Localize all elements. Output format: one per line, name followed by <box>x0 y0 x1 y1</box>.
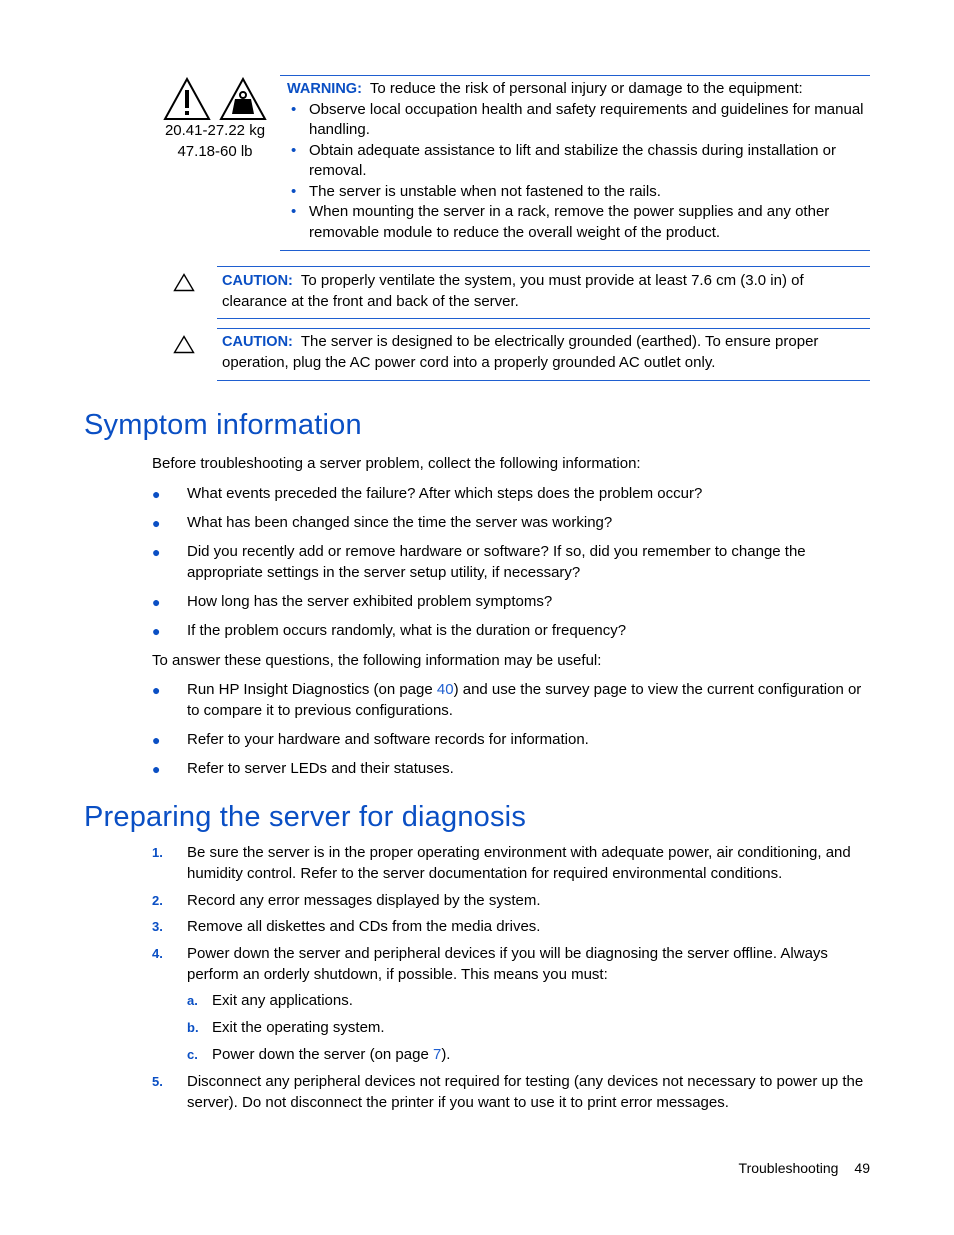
substep-text: Power down the server (on page 7). <box>212 1046 451 1063</box>
question-text: If the problem occurs randomly, what is the duration or frequency? <box>187 622 627 639</box>
step-text: Remove all diskettes and CDs from the media drives. <box>187 918 541 935</box>
warning-item: • Obtain adequate assistance to lift and stabilize the chassis during installation or removal. <box>287 141 870 182</box>
caution2-bottom-rule <box>217 380 870 381</box>
symptom-intro: Before troubleshooting a server problem, collect the following information: <box>152 455 641 472</box>
substep-letter: c. <box>187 1047 198 1062</box>
symptom-heading: Symptom information <box>84 409 362 441</box>
question-text: What events preceded the failure? After which steps does the problem occur? <box>187 485 703 502</box>
footer-section: Troubleshooting <box>738 1160 839 1176</box>
substep-text: Exit the operating system. <box>212 1019 385 1036</box>
substep-letter: b. <box>187 1020 199 1035</box>
substep-text: Exit any applications. <box>212 992 353 1009</box>
warning-item: • When mounting the server in a rack, remove the power supplies and any other removable module to reduce the overall weight of the product. <box>287 202 870 243</box>
page-number: 49 <box>854 1160 870 1176</box>
question-text: How long has the server exhibited problem symptoms? <box>187 593 553 610</box>
step-number: 4. <box>152 946 163 961</box>
bullet-icon: ● <box>152 515 161 531</box>
page-link[interactable]: 40 <box>436 681 454 698</box>
page-link[interactable]: 7 <box>432 1046 442 1063</box>
caution1-top-rule <box>217 266 870 267</box>
step-text: Disconnect any peripheral devices not required for testing (any devices not necessary to power up the server). Do not disconnect the printer if you want to use it to print error messages. <box>187 1073 864 1111</box>
caution1-content <box>222 271 867 312</box>
caution2-text: The server is designed to be electrically grounded (earthed). To ensure proper operation, plug the AC power cord into a properly grounded AC outlet only. <box>222 333 819 371</box>
heavy-weight-icon <box>219 77 267 121</box>
step-text: Power down the server and peripheral devices if you will be diagnosing the server offline. Always perform an orderly shutdown, if possible. This means you must: <box>187 945 828 983</box>
weight-kg: 20.41-27.22 kg <box>164 122 266 139</box>
caution-icon <box>173 335 195 354</box>
step-text: Record any error messages displayed by the system. <box>187 892 541 909</box>
preparing-heading: Preparing the server for diagnosis <box>84 801 527 833</box>
page-footer <box>739 1159 870 1177</box>
caution-icon <box>173 273 195 292</box>
caution2-top-rule <box>217 328 870 329</box>
substep-letter: a. <box>187 993 198 1008</box>
warning-icons <box>163 77 273 121</box>
step-number: 1. <box>152 845 163 860</box>
warning-bottom-rule <box>280 250 870 251</box>
bullet-icon: ● <box>152 486 161 502</box>
bullet-icon: ● <box>152 761 161 777</box>
weight-lb: 47.18-60 lb <box>177 143 253 160</box>
question-text: Did you recently add or remove hardware or software? If so, did you remember to change the appropriate settings in the server setup utility, if necessary? <box>187 543 806 581</box>
warning-item: • The server is unstable when not fastened to the rails. <box>287 182 870 203</box>
step-number: 5. <box>152 1074 163 1089</box>
warning-item: • Observe local occupation health and safety requirements and guidelines for manual handling. <box>287 100 870 141</box>
bullet-icon: ● <box>152 732 161 748</box>
warning-triangle-icon <box>163 77 211 121</box>
caution2-label: CAUTION: <box>222 334 293 350</box>
bullet-icon: ● <box>152 682 161 698</box>
question-text: What has been changed since the time the server was working? <box>187 514 613 531</box>
warning-intro: To reduce the risk of personal injury or damage to the equipment: <box>369 80 803 97</box>
caution1-bottom-rule <box>217 318 870 319</box>
caution2-content <box>222 332 867 373</box>
symptom-intro2: To answer these questions, the following information may be useful: <box>152 652 602 669</box>
step-number: 2. <box>152 893 163 908</box>
bullet-icon: ● <box>152 594 161 610</box>
step-number: 3. <box>152 919 163 934</box>
warning-label: WARNING: <box>287 81 362 97</box>
warning-content <box>287 79 870 243</box>
useful-text: Refer to server LEDs and their statuses. <box>187 760 454 777</box>
step-text: Be sure the server is in the proper operating environment with adequate power, air conditioning, and humidity control. Refer to the server documentation for required environmental conditions. <box>187 844 851 882</box>
bullet-icon: ● <box>152 623 161 639</box>
warning-list <box>287 100 870 244</box>
useful-text: Refer to your hardware and software records for information. <box>187 731 589 748</box>
caution1-label: CAUTION: <box>222 273 293 289</box>
warning-top-rule <box>280 75 870 76</box>
useful-text: Run HP Insight Diagnostics (on page 40) and use the survey page to view the current configuration or to compare it to previous configurations. <box>187 681 862 719</box>
bullet-icon: ● <box>152 544 161 560</box>
caution1-text: To properly ventilate the system, you must provide at least 7.6 cm (3.0 in) of clearance at the front and back of the server. <box>222 272 804 310</box>
